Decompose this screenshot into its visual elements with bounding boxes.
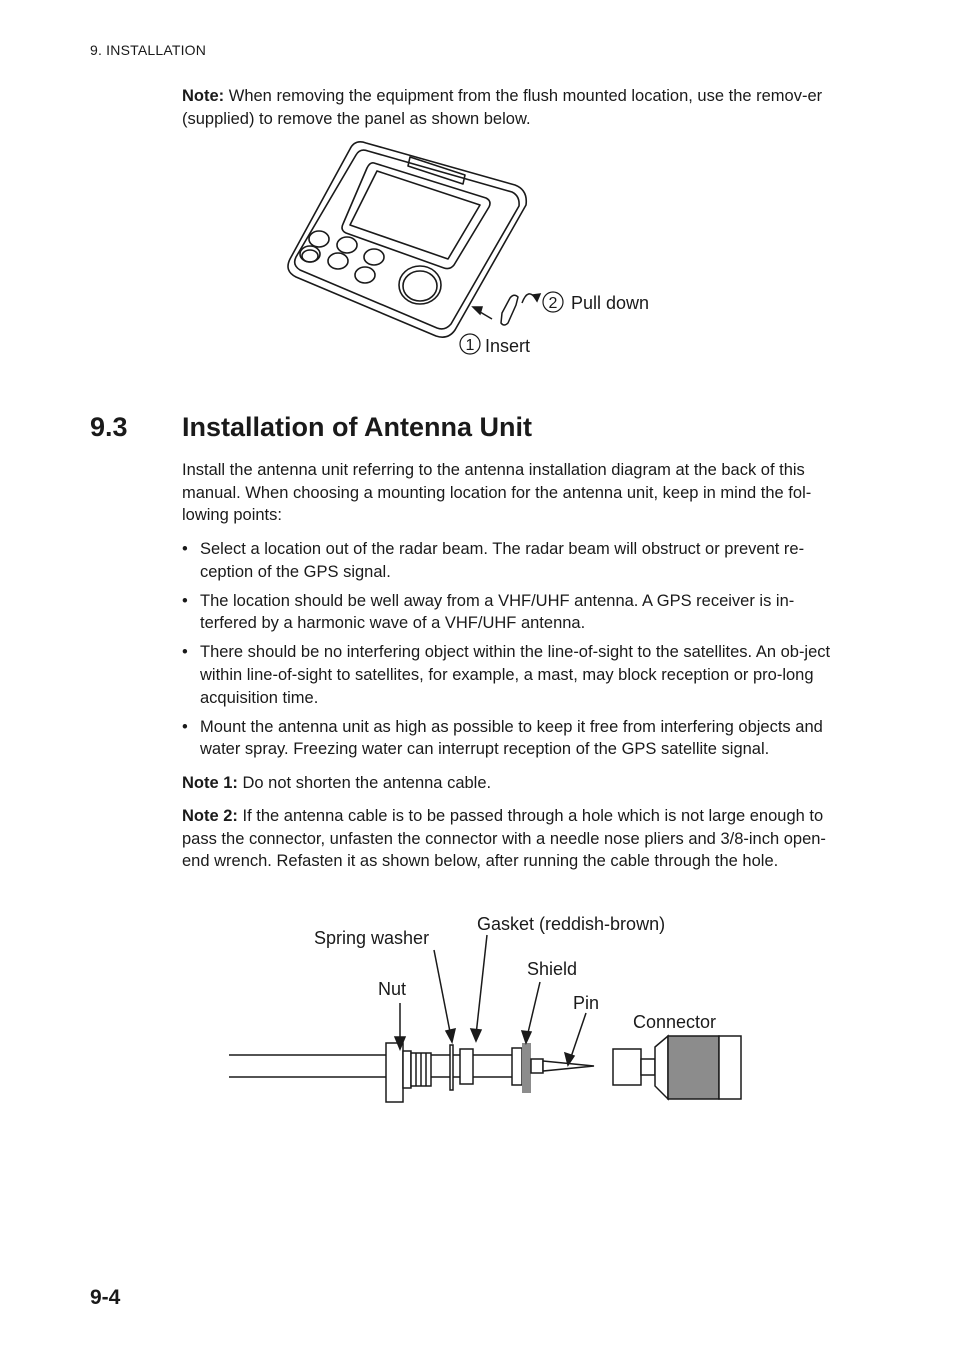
label-nut: Nut [378,979,407,999]
step-1-number: 1 [465,337,475,354]
step-1-callout [460,334,530,356]
list-item: • Select a location out of the radar beam. The radar beam will obstruct or prevent re-ception of the GPS signal. [182,538,844,583]
note-1 [182,772,842,795]
note-1-text: Do not shorten the antenna cable. [237,774,492,792]
note-1-label: Note 1: [182,774,238,792]
note-text: When removing the equipment from the flush mounted location, use the remov-er (supplied) to remove the panel as shown below. [182,87,823,128]
step-2-number: 2 [548,295,558,312]
section-intro: Install the antenna unit referring to the antenna installation diagram at the back of this manual. When choosing a mounting location for the antenna unit, keep in mind the fol-lowing points: [182,461,812,525]
note-label: Note: [182,87,225,105]
display-unit-drawing [288,142,526,337]
list-item: • The location should be well away from a VHF/UHF antenna. A GPS receiver is in-terfered by a harmonic wave of a VHF/UHF antenna. [182,590,844,635]
running-header: 9. INSTALLATION [90,42,207,58]
panel-removal-figure [270,135,690,370]
shield-part [522,1043,531,1093]
key-icon [309,231,329,247]
remover-tool-drawing [473,294,540,325]
list-item: • There should be no interfering object within the line-of-sight to the satellites. An ob-ject within line-of-sight to satellites, for example, a mast, may block reception or pro-long acquisition time. [182,641,844,709]
connector-assembly-figure [220,905,760,1115]
label-connector: Connector [633,1012,717,1032]
note-2-text: If the antenna cable is to be passed through a hole which is not large enough to pass the connector, unfasten the connector with a needle nose pliers and 3/8-inch open-end wrench. Refasten it as shown below, after running the cable through the hole. [182,807,826,871]
note-2-label: Note 2: [182,807,238,825]
step-2-callout [543,292,649,313]
gasket-part [460,1049,473,1084]
spring-washer-part [450,1045,453,1090]
section-number: 9.3 [90,412,128,442]
label-spring-washer: Spring washer [314,928,430,948]
section-title: Installation of Antenna Unit [182,412,532,442]
connector-body-part [668,1036,719,1099]
step-1-label: Insert [485,336,531,356]
label-pin: Pin [573,993,600,1013]
nut-part [386,1043,403,1102]
note-remove-panel [182,85,842,130]
page-number: 9-4 [90,1286,121,1309]
note-2 [182,805,842,873]
step-2-label: Pull down [571,293,650,313]
list-item: • Mount the antenna unit as high as possible to keep it free from interfering objects and water spray. Freezing water can interrupt reception of the GPS satellite signal. [182,716,844,761]
label-shield: Shield [527,959,578,979]
label-gasket: Gasket (reddish-brown) [477,914,666,934]
location-requirements-list [182,538,844,767]
